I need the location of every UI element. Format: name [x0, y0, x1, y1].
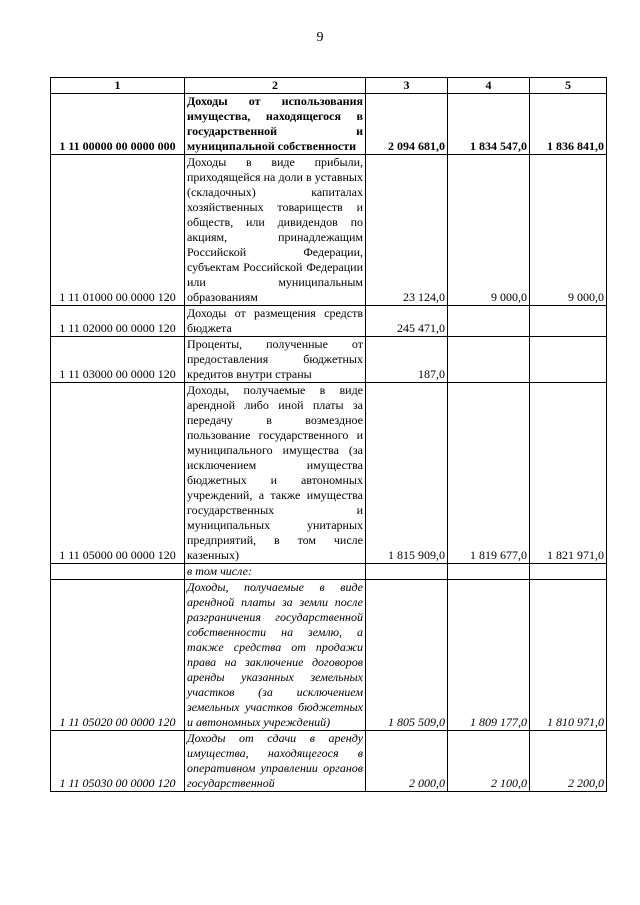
- row-name: Доходы в виде прибыли, приходящейся на доли в уставных (складочных) капиталах хозяйственных товариществ и обществ, или дивидендов по акциям, принадлежащим Российской Федерации, субъектам Российской Федерации или муниципальным образованиям: [185, 155, 366, 306]
- row-code: 1 11 00000 00 0000 000: [51, 94, 185, 155]
- table-row: [51, 94, 607, 155]
- row-code: 1 11 05000 00 0000 120: [51, 383, 185, 564]
- header-col-1: 1: [51, 78, 185, 94]
- row-value-col3: [366, 564, 448, 580]
- page-number: 9: [316, 30, 324, 45]
- row-value-col3: 187,0: [366, 337, 448, 383]
- row-value-col4: 2 100,0: [448, 731, 530, 792]
- row-name: Проценты, полученные от предоставления бюджетных кредитов внутри страны: [185, 337, 366, 383]
- row-value-col4: [448, 337, 530, 383]
- row-value-col3: 2 000,0: [366, 731, 448, 792]
- table-row: [51, 383, 607, 564]
- row-code: 1 11 03000 00 0000 120: [51, 337, 185, 383]
- header-col-4: 4: [448, 78, 530, 94]
- row-value-col4: 1 834 547,0: [448, 94, 530, 155]
- row-name: в том числе:: [185, 564, 366, 580]
- row-value-col3: 1 815 909,0: [366, 383, 448, 564]
- budget-table: [50, 77, 607, 792]
- table-row: [51, 564, 607, 580]
- row-value-col4: [448, 564, 530, 580]
- row-code: 1 11 02000 00 0000 120: [51, 306, 185, 337]
- row-name: Доходы, получаемые в виде арендной платы за земли после разграничения государственной собственности на землю, а также средства от продажи права на заключение договоров аренды указанных земельных участков (за исключением земельных участков бюджетных и автономных учреждений): [185, 580, 366, 731]
- row-code: [51, 564, 185, 580]
- row-value-col4: 9 000,0: [448, 155, 530, 306]
- row-value-col3: 2 094 681,0: [366, 94, 448, 155]
- row-value-col4: 1 809 177,0: [448, 580, 530, 731]
- table-row: [51, 731, 607, 792]
- row-code: 1 11 05020 00 0000 120: [51, 580, 185, 731]
- row-value-col4: 1 819 677,0: [448, 383, 530, 564]
- row-value-col5: 1 836 841,0: [530, 94, 607, 155]
- row-code: 1 11 05030 00 0000 120: [51, 731, 185, 792]
- table-row: [51, 580, 607, 731]
- row-name: Доходы от размещения средств бюджета: [185, 306, 366, 337]
- table-row: [51, 306, 607, 337]
- header-row: [51, 78, 607, 94]
- row-value-col5: [530, 306, 607, 337]
- row-value-col3: 1 805 509,0: [366, 580, 448, 731]
- row-value-col5: 9 000,0: [530, 155, 607, 306]
- row-value-col5: 2 200,0: [530, 731, 607, 792]
- row-value-col5: 1 821 971,0: [530, 383, 607, 564]
- row-value-col5: [530, 337, 607, 383]
- row-value-col5: 1 810 971,0: [530, 580, 607, 731]
- header-col-5: 5: [530, 78, 607, 94]
- header-col-2: 2: [185, 78, 366, 94]
- row-name: Доходы, получаемые в виде арендной либо иной платы за передачу в возмездное пользование государственного и муниципального имущества (за исключением имущества бюджетных и автономных учреждений, а также имущества государственных и муниципальных унитарных предприятий, в том числе казенных): [185, 383, 366, 564]
- row-value-col5: [530, 564, 607, 580]
- table-row: [51, 337, 607, 383]
- row-code: 1 11 01000 00 0000 120: [51, 155, 185, 306]
- row-value-col3: 23 124,0: [366, 155, 448, 306]
- row-name: Доходы от сдачи в аренду имущества, находящегося в оперативном управлении органов государственной: [185, 731, 366, 792]
- header-col-3: 3: [366, 78, 448, 94]
- row-value-col3: 245 471,0: [366, 306, 448, 337]
- row-value-col4: [448, 306, 530, 337]
- row-name: Доходы от использования имущества, находящегося в государственной и муниципальной собственности: [185, 94, 366, 155]
- table-row: [51, 155, 607, 306]
